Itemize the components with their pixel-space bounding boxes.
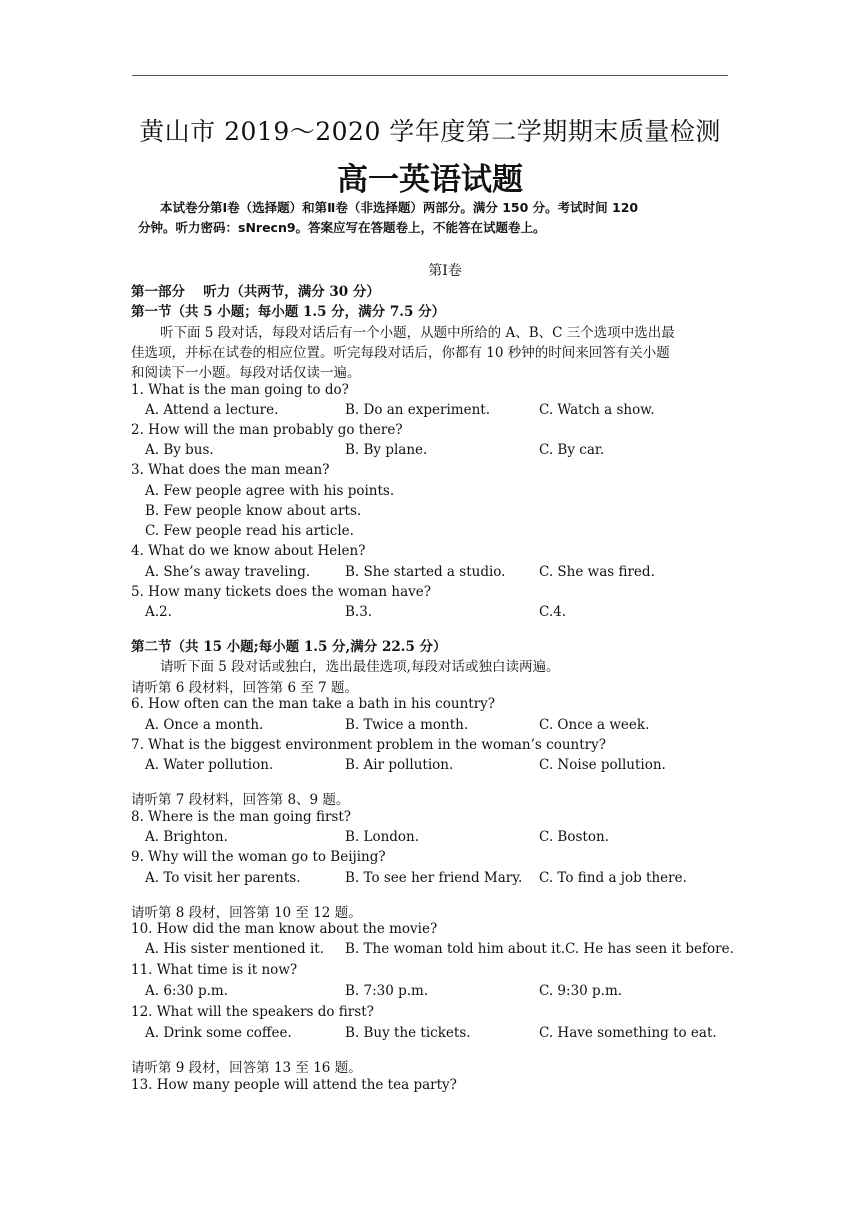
header-rule	[132, 75, 728, 76]
question-6: 6. How often can the man take a bath in his country?	[131, 696, 496, 712]
option-8b: B. London.	[345, 829, 420, 845]
option-9c: C. To find a job there.	[539, 870, 687, 886]
question-12: 12. What will the speakers do first?	[131, 1004, 374, 1020]
question-9: 9. Why will the woman go to Beijing?	[131, 849, 386, 865]
question-4: 4. What do we know about Helen?	[131, 543, 366, 559]
option-8c: C. Boston.	[539, 829, 609, 845]
prompt-material-6: 请听第 6 段材料，回答第 6 至 7 题。	[131, 680, 359, 696]
question-7: 7. What is the biggest environment problem in the woman’s country?	[131, 737, 606, 753]
option-11c: C. 9:30 p.m.	[539, 983, 623, 999]
question-3: 3. What does the man mean?	[131, 462, 330, 478]
question-8: 8. Where is the man going first?	[131, 809, 352, 825]
prompt-material-7: 请听第 7 段材料，回答第 8、9 题。	[131, 792, 350, 808]
option-4c: C. She was fired.	[539, 564, 655, 580]
section1-instruction-line3: 和阅读下一小题。每段对话仅读一遍。	[131, 365, 361, 381]
option-10a: A. His sister mentioned it.	[145, 941, 324, 957]
option-5a: A.2.	[145, 604, 172, 620]
option-10b: B. The woman told him about it.	[345, 941, 566, 957]
exam-note-line1: 本试卷分第Ⅰ卷（选择题）和第Ⅱ卷（非选择题）两部分。满分 150 分。考试时间 120	[160, 200, 639, 215]
option-9b: B. To see her friend Mary.	[345, 870, 523, 886]
question-11: 11. What time is it now?	[131, 962, 298, 978]
part1-title: 第一部分 听力（共两节，满分 30 分）	[131, 284, 380, 300]
question-13: 13. How many people will attend the tea party?	[131, 1077, 457, 1093]
question-1: 1. What is the man going to do?	[131, 382, 349, 398]
exam-subtitle: 高一英语试题	[337, 162, 523, 198]
option-11a: A. 6:30 p.m.	[145, 983, 228, 999]
option-3b: B. Few people know about arts.	[145, 503, 362, 519]
question-2: 2. How will the man probably go there?	[131, 422, 403, 438]
option-6a: A. Once a month.	[145, 717, 264, 733]
section2-instruction: 请听下面 5 段对话或独白，选出最佳选项,每段对话或独白读两遍。	[160, 659, 560, 675]
option-12b: B. Buy the tickets.	[345, 1025, 471, 1041]
option-1c: C. Watch a show.	[539, 402, 655, 418]
option-8a: A. Brighton.	[145, 829, 228, 845]
option-1a: A. Attend a lecture.	[145, 402, 279, 418]
option-3a: A. Few people agree with his points.	[145, 483, 395, 499]
option-4b: B. She started a studio.	[345, 564, 506, 580]
prompt-material-9: 请听第 9 段材，回答第 13 至 16 题。	[131, 1060, 362, 1076]
volume-heading: 第Ⅰ卷	[428, 263, 462, 279]
exam-note-line2: 分钟。听力密码：sNrecn9。答案应写在答题卷上，不能答在试题卷上。	[138, 220, 546, 235]
section2-title: 第二节（共 15 小题;每小题 1.5 分,满分 22.5 分）	[131, 639, 447, 655]
option-2b: B. By plane.	[345, 442, 428, 458]
prompt-material-8: 请听第 8 段材，回答第 10 至 12 题。	[131, 905, 362, 921]
option-5b: B.3.	[345, 604, 373, 620]
option-7a: A. Water pollution.	[145, 757, 274, 773]
option-2a: A. By bus.	[145, 442, 214, 458]
question-5: 5. How many tickets does the woman have?	[131, 584, 431, 600]
option-9a: A. To visit her parents.	[145, 870, 301, 886]
section1-instruction-line1: 听下面 5 段对话，每段对话后有一个小题，从题中所给的 A、B、C 三个选项中选出最	[160, 325, 675, 341]
option-11b: B. 7:30 p.m.	[345, 983, 429, 999]
section1-title: 第一节（共 5 小题；每小题 1.5 分，满分 7.5 分）	[131, 304, 446, 320]
option-3c: C. Few people read his article.	[145, 523, 354, 539]
exam-title: 黄山市 2019～2020 学年度第二学期期末质量检测	[139, 117, 721, 146]
option-12a: A. Drink some coffee.	[145, 1025, 292, 1041]
option-6c: C. Once a week.	[539, 717, 650, 733]
section1-instruction-line2: 佳选项，并标在试卷的相应位置。听完每段对话后，你都有 10 秒钟的时间来回答有关小题	[131, 345, 670, 361]
option-5c: C.4.	[539, 604, 567, 620]
option-7c: C. Noise pollution.	[539, 757, 666, 773]
option-12c: C. Have something to eat.	[539, 1025, 717, 1041]
question-10: 10. How did the man know about the movie?	[131, 921, 438, 937]
option-2c: C. By car.	[539, 442, 605, 458]
option-10c: C. He has seen it before.	[565, 941, 734, 957]
option-1b: B. Do an experiment.	[345, 402, 490, 418]
option-6b: B. Twice a month.	[345, 717, 469, 733]
option-4a: A. She’s away traveling.	[145, 564, 311, 580]
option-7b: B. Air pollution.	[345, 757, 454, 773]
